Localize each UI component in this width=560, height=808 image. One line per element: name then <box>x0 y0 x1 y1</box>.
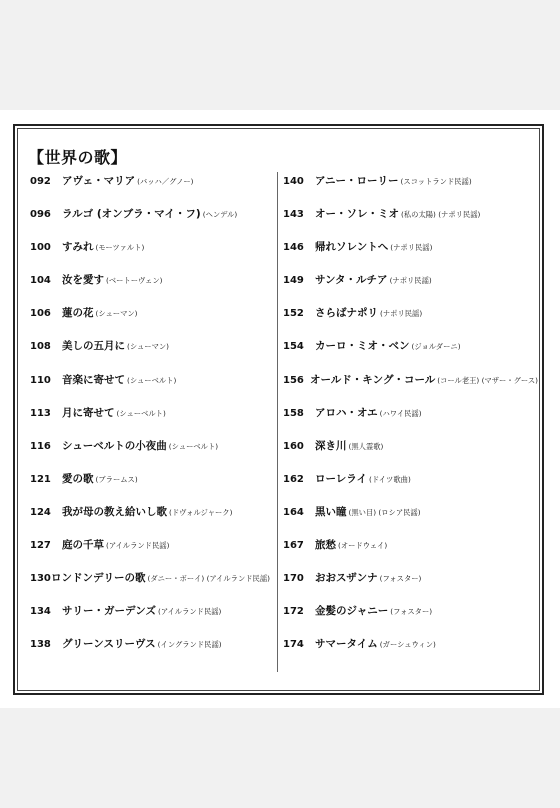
toc-entry[interactable] <box>30 405 270 438</box>
composer-note: (コール老王) (マザー・グース) <box>437 375 538 385</box>
toc-entry[interactable] <box>30 537 270 570</box>
toc-entry[interactable] <box>30 504 270 537</box>
composer-note: (オードウェイ) <box>338 541 388 551</box>
song-title: ロンドンデリーの歌 <box>50 572 146 585</box>
song-title: 蓮の花 <box>62 307 94 320</box>
song-title: 音楽に寄せて <box>62 373 125 386</box>
toc-entry[interactable] <box>283 173 538 206</box>
page-number: 127 <box>30 540 51 552</box>
page-number: 162 <box>283 473 304 485</box>
page-number: 138 <box>30 639 51 651</box>
page-number: 154 <box>283 341 304 353</box>
page-number: 116 <box>30 440 51 452</box>
page-number: 104 <box>30 275 51 287</box>
page-number: 110 <box>30 374 51 386</box>
composer-note: (ナポリ民謡) <box>380 309 423 319</box>
song-title: さらばナポリ <box>315 307 378 320</box>
column-divider <box>277 172 278 672</box>
page-number: 100 <box>30 242 51 254</box>
song-title: 金髪のジャニー <box>315 605 389 618</box>
composer-note: (シューマン) <box>95 309 138 319</box>
composer-note: (シューベルト) <box>116 408 166 418</box>
song-title: 帰れソレントへ <box>315 241 389 254</box>
composer-note: (ナポリ民謡) <box>390 243 433 253</box>
song-title: 汝を愛す <box>62 274 104 287</box>
page-number: 092 <box>30 176 51 187</box>
page-number: 167 <box>283 540 304 552</box>
page-number: 096 <box>30 209 51 221</box>
composer-note: (シューベルト) <box>168 441 219 451</box>
song-title: ラルゴ (オンブラ・マイ・フ) <box>62 208 201 221</box>
song-title: シューベルトの小夜曲 <box>62 439 167 452</box>
song-title: 庭の千草 <box>62 539 104 552</box>
song-title: 旅愁 <box>315 539 336 552</box>
toc-right-column <box>283 173 538 669</box>
toc-entry[interactable] <box>30 471 270 504</box>
toc-entry[interactable] <box>30 305 270 338</box>
song-title: 深き川 <box>315 439 347 452</box>
song-title: サマータイム <box>315 638 378 651</box>
page-number: 156 <box>283 374 304 386</box>
toc-entry[interactable] <box>283 636 538 669</box>
composer-note: (ベートーヴェン) <box>106 276 163 286</box>
page-number: 152 <box>283 308 304 320</box>
composer-note: (ドヴォルジャーク) <box>169 507 233 517</box>
toc-entry[interactable] <box>283 272 538 305</box>
composer-note: (モーツァルト) <box>95 243 145 253</box>
page-number: 121 <box>30 473 51 485</box>
composer-note: (フォスター) <box>379 574 422 584</box>
page-number: 158 <box>283 407 304 419</box>
page-number: 108 <box>30 341 51 353</box>
toc-entry[interactable] <box>30 372 270 405</box>
song-title: カーロ・ミオ・ベン <box>315 340 410 353</box>
song-title: おおスザンナ <box>315 572 378 585</box>
song-title: 愛の歌 <box>62 472 94 485</box>
song-title: アニー・ローリー <box>315 175 399 187</box>
composer-note: (イングランド民謡) <box>157 640 222 650</box>
composer-note: (ガーシュウィン) <box>379 640 436 650</box>
page-number: 130 <box>30 573 51 585</box>
composer-note: (バッハ／グノー) <box>137 177 194 186</box>
toc-entry[interactable] <box>283 405 538 438</box>
composer-note: (ハワイ民謡) <box>379 408 422 418</box>
toc-entry[interactable] <box>30 438 270 471</box>
composer-note: (黒人霊歌) <box>348 441 384 451</box>
page-number: 106 <box>30 308 51 320</box>
composer-note: (アイルランド民謡) <box>106 541 170 551</box>
toc-entry[interactable] <box>30 206 270 239</box>
page-number: 124 <box>30 506 51 518</box>
page-number: 140 <box>283 176 304 187</box>
song-title: すみれ <box>62 241 94 254</box>
toc-entry[interactable] <box>283 438 538 471</box>
toc-entry[interactable] <box>30 173 270 206</box>
composer-note: (アイルランド民謡) <box>157 607 222 617</box>
page-number: 134 <box>30 606 51 618</box>
toc-entry[interactable] <box>283 305 538 338</box>
composer-note: (ヘンデル) <box>202 210 238 220</box>
page-number: 170 <box>283 573 304 585</box>
section-title: 【世界の歌】 <box>28 148 128 167</box>
composer-note: (ブラームス) <box>95 474 138 484</box>
song-title: サリー・ガーデンズ <box>62 605 156 618</box>
song-title: グリーンスリーヴス <box>62 638 156 651</box>
page-number: 146 <box>283 242 304 254</box>
song-title: オー・ソレ・ミオ <box>315 208 399 221</box>
toc-entry[interactable] <box>30 272 270 305</box>
toc-entry[interactable] <box>283 206 538 239</box>
page-number: 164 <box>283 506 304 518</box>
toc-entry[interactable] <box>283 603 538 636</box>
song-title: 美しの五月に <box>62 340 125 353</box>
page-number: 113 <box>30 407 51 419</box>
song-title: オールド・キング・コール <box>309 373 436 386</box>
page-number: 149 <box>283 275 304 287</box>
song-title: 月に寄せて <box>62 406 115 419</box>
song-title: ローレライ <box>315 472 367 485</box>
toc-entry[interactable] <box>283 504 538 537</box>
toc-entry[interactable] <box>30 603 270 636</box>
song-title: アロハ・オエ <box>315 406 378 419</box>
composer-note: (ダニー・ボーイ) (アイルランド民謡) <box>147 574 270 584</box>
composer-note: (ナポリ民謡) <box>389 276 432 286</box>
page-number: 174 <box>283 639 304 651</box>
song-title: アヴェ・マリア <box>62 175 136 187</box>
composer-note: (私の太陽) (ナポリ民謡) <box>401 210 481 220</box>
composer-note: (シューマン) <box>127 342 170 352</box>
toc-entry[interactable] <box>30 239 270 272</box>
toc-entry[interactable] <box>283 338 538 371</box>
toc-entry[interactable] <box>283 537 538 570</box>
song-title: サンタ・ルチア <box>315 274 388 287</box>
page-number: 172 <box>283 606 304 618</box>
composer-note: (シューベルト) <box>127 375 177 385</box>
toc-left-column <box>30 173 270 669</box>
composer-note: (黒い目) (ロシア民謡) <box>348 507 421 517</box>
composer-note: (フォスター) <box>390 607 433 617</box>
composer-note: (ドイツ歌曲) <box>368 474 411 484</box>
composer-note: (スコットランド民謡) <box>400 177 472 186</box>
toc-entry[interactable] <box>30 570 270 603</box>
song-title: 我が母の教え給いし歌 <box>62 505 167 518</box>
toc-entry[interactable] <box>283 471 538 504</box>
page-number: 160 <box>283 440 304 452</box>
composer-note: (ジョルダーニ) <box>411 342 461 352</box>
toc-entry[interactable] <box>283 372 538 405</box>
song-title: 黒い瞳 <box>315 505 347 518</box>
toc-entry[interactable] <box>283 239 538 272</box>
toc-entry[interactable] <box>283 570 538 603</box>
toc-entry[interactable] <box>30 636 270 669</box>
page-number: 143 <box>283 209 304 221</box>
toc-entry[interactable] <box>30 338 270 371</box>
